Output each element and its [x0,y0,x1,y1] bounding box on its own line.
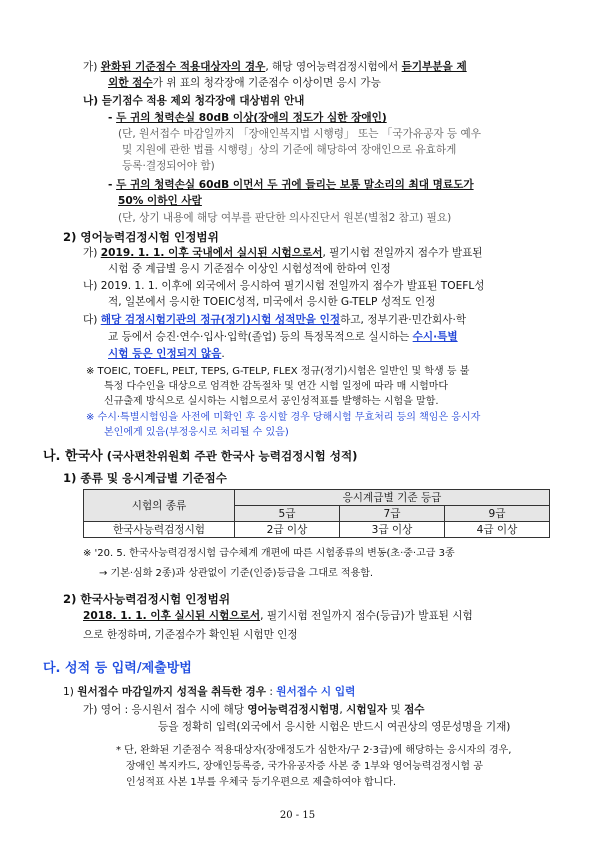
para-history-recognition-1: 2018. 1. 1. 이후 실시된 시험으로서, 필기시험 전일까지 점수(등급)가 발표된 시험 [83,610,473,622]
para-submission-english-1: 가) 영어 : 응시원서 접수 시에 해당 영어능력검정시험명, 시험일자 및 점수 [83,704,425,716]
note-regular-exams-2: 특정 다수인을 대상으로 엄격한 감독절차 및 연간 시험 일정에 따라 매 시험마다 [104,381,449,392]
bullet-60db-2: 50% 이하인 사람 [118,195,202,207]
note-special-exams-1: ※ 수시·특별시험임을 사전에 미확인 후 응시할 경우 당해시험 무효처리 등의 책임은 응시자 [86,412,481,423]
para-english-da-3: 시험 등은 인정되지 않음. [108,348,225,360]
para-history-recognition-2: 으로 한정하며, 기준점수가 확인된 시험만 인정 [83,629,298,641]
note-mitigated-submission-2: 장애인 복지카드, 장애인등록증, 국가유공자증 사본 중 1부와 영어능력검정시험 공 [126,761,483,772]
para-english-na-1: 나) 2019. 1. 1. 이후에 외국에서 응시하여 필기시험 전일까지 점수가 발표된 TOEFL성 [83,280,485,292]
table-header-exam-type: 시험의 종류 [84,490,235,522]
para-mitigated-2: 외한 점수가 위 표의 청각장애 기준점수 이상이면 응시 가능 [108,77,381,89]
page-number: 20 - 15 [279,810,316,821]
table-cell: 2급 이상 [235,522,340,538]
table-header-grade-9: 9급 [445,506,550,522]
para-english-ga-2: 시험 중 계급별 응시 기준점수 이상인 시험성적에 한하여 인정 [108,263,391,275]
para-english-da-2: 교 등에서 승진·연수·입사·입학(졸업) 등의 특정목적으로 실시하는 수시·특별 [108,331,458,343]
bullet-60db-1: - 두 귀의 청력손실 60dB 이먼서 두 귀에 들리는 보통 말소리의 최대 명료도가 [108,179,474,191]
note-80db-3: 등록·결정되어야 함) [122,160,215,172]
table-header-grade-group: 응시계급별 기준 등급 [235,490,550,506]
para-english-na-2: 적, 일본에서 응시한 TOEIC성적, 미국에서 응시한 G-TELP 성적도 인정 [108,296,436,308]
table-cell-exam-name: 한국사능력검정시험 [84,522,235,538]
note-regular-exams-1: ※ TOEIC, TOEFL, PELT, TEPS, G-TELP, FLEX 정규(정기)시험은 일반인 및 학생 등 불 [86,366,470,377]
bullet-80db: - 두 귀의 청력손실 80dB 이상(장애의 정도가 심한 장애인) [108,112,387,124]
subheading-hearing-exclusion: 나) 듣기점수 적용 제외 청각장애 대상범위 안내 [83,95,305,107]
note-regular-exams-3: 신규출제 방식으로 실시하는 시험으로서 공인성적표를 발행하는 시험을 말함. [104,396,439,407]
mitigated-target-phrase: 완화된 기준점수 적용대상자의 경우 [100,61,266,73]
heading-korean-history: 나. 한국사 (국사편찬위원회 주관 한국사 능력검정시험 성적) [43,449,358,464]
para-submission-1: 1) 원서접수 마감일까지 성적을 취득한 경우 : 원서접수 시 입력 [63,686,356,698]
table-cell: 3급 이상 [340,522,445,538]
table-header-grade-5: 5급 [235,506,340,522]
heading-history-recognition: 2) 한국사능력검정시험 인정범위 [63,592,231,606]
heading-english-recognition: 2) 영어능력검정시험 인정범위 [63,230,219,244]
grade-table [83,489,550,538]
note-grade-system-1: ※ '20. 5. 한국사능력검정시험 급수체계 개편에 따른 시험종류의 변동(초·중·고급 3종 [83,548,455,559]
para-english-ga-1: 가) 2019. 1. 1. 이후 국내에서 실시된 시험으로서, 필기시험 전일까지 점수가 발표된 [83,247,483,259]
note-mitigated-submission-3: 인성적표 사본 1부를 우체국 등기우편으로 제출하여야 합니다. [126,777,397,788]
table-cell: 4급 이상 [445,522,550,538]
table-row [84,522,550,538]
note-60db: (단, 상기 내용에 해당 여부를 판단한 의사진단서 원본(별첨2 참고) 필요) [118,212,452,224]
note-80db-2: 및 지원에 관한 법률 시행령」상의 기준에 해당하여 장애인으로 유효하게 [122,144,457,156]
table-header-grade-7: 7급 [340,506,445,522]
heading-submission-method: 다. 성적 등 입력/제출방법 [43,661,192,676]
para-mitigated-1: 가) 완화된 기준점수 적용대상자의 경우, 해당 영어능력검정시험에서 듣기부분을 제 [83,61,467,73]
note-grade-system-2: → 기본·심화 2종)과 상관없이 기준(인증)등급을 그대로 적용함. [99,568,374,579]
note-mitigated-submission-1: * 단, 완화된 기준점수 적용대상자(장애정도가 심한자/구 2·3급)에 해당하는 응시자의 경우, [116,745,512,756]
para-submission-english-2: 등을 정확히 입력(외국에서 응시한 시험은 반드시 여권상의 영문성명을 기재) [158,721,511,733]
note-special-exams-2: 본인에게 있음(부정응시로 처리될 수 있음) [104,427,289,438]
para-english-da-1: 다) 해당 검정시험기관의 정규(정기)시험 성적만을 인정하고, 정부기관·민간회사·학 [83,314,467,326]
note-80db-1: (단, 원서접수 마감일까지 「장애인복지법 시행령」 또는 「국가유공자 등 예우 [118,128,481,140]
heading-grade-criteria: 1) 종류 및 응시계급별 기준점수 [63,471,227,485]
